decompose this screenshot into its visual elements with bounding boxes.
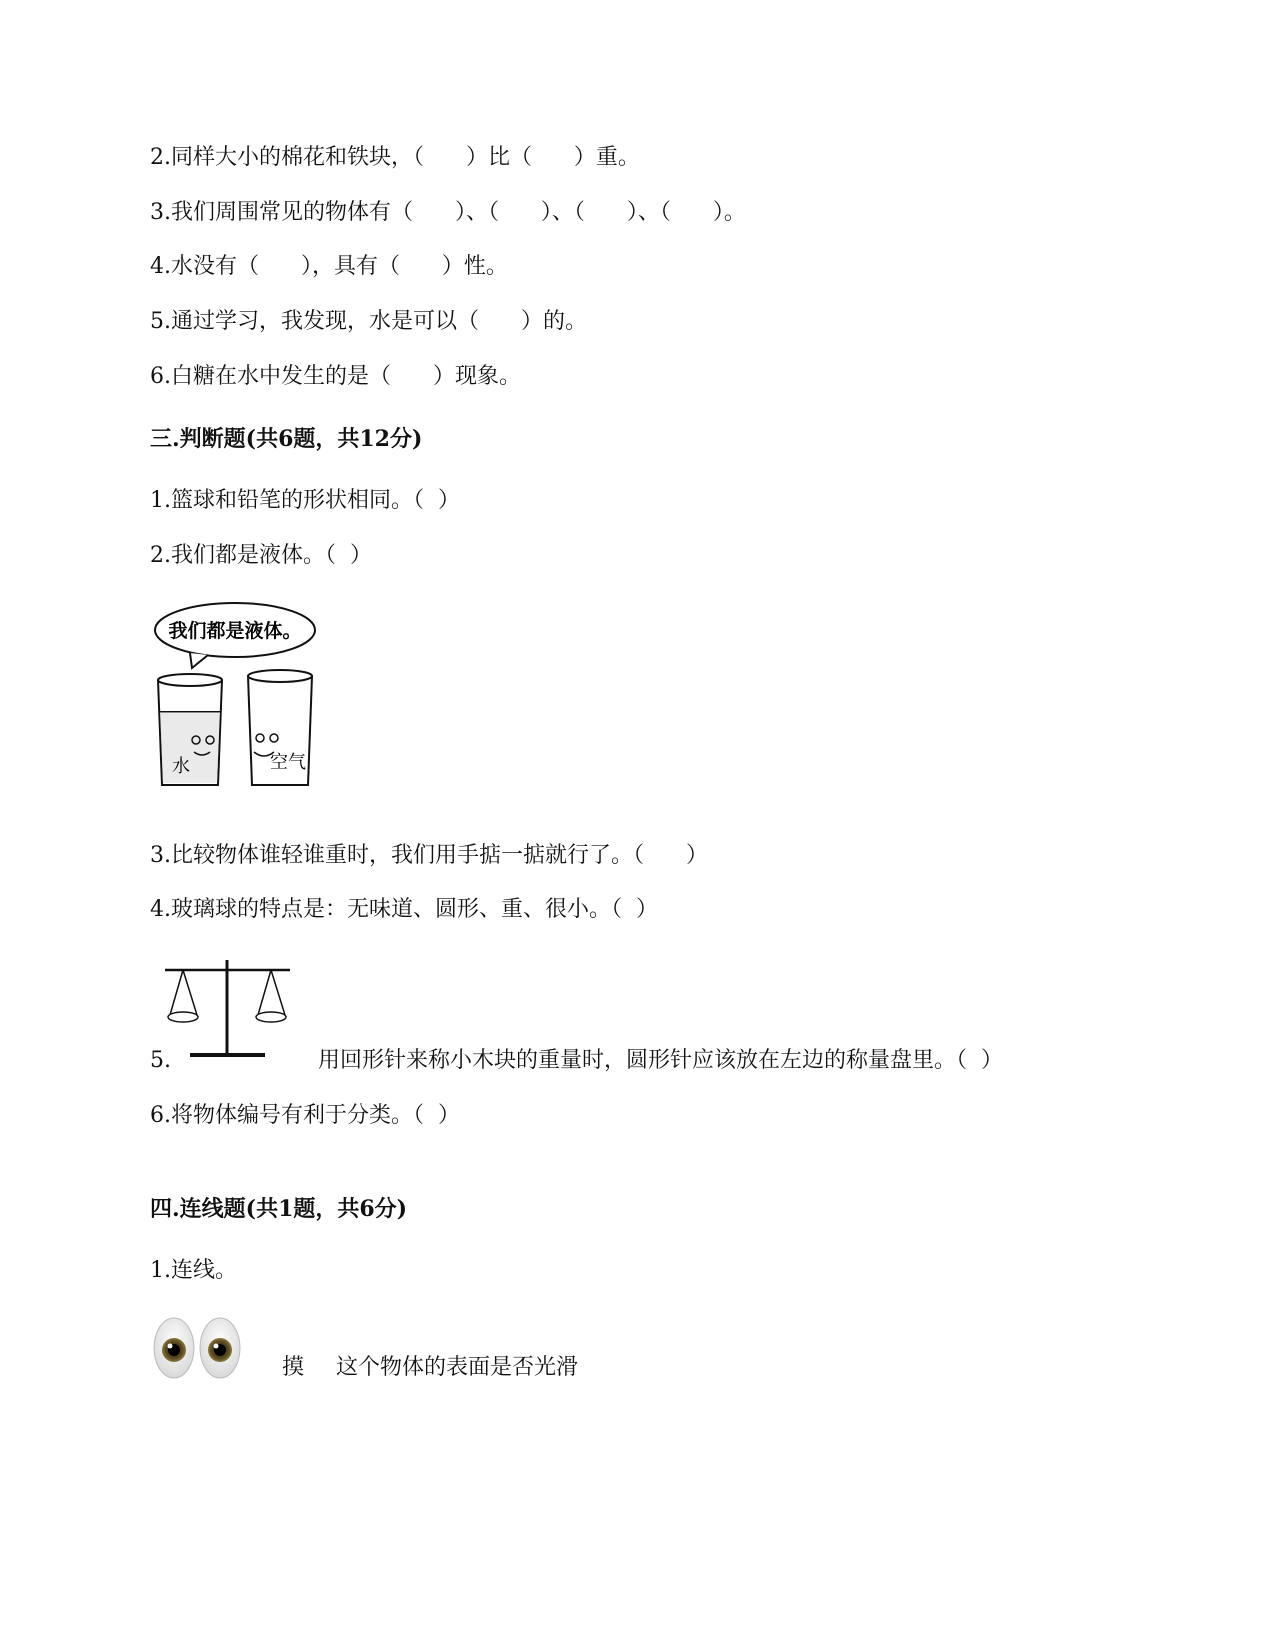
judge-question-5: 用回形针来称小木块的重量时，圆形针应该放在左边的称量盘里。（ ） — [318, 1048, 1003, 1073]
fill-question-4: 4.水没有（ ），具有（ ）性。 — [150, 254, 508, 279]
connect-question-1: 1.连线。 — [150, 1258, 237, 1283]
connect-action-touch: 摸 — [282, 1355, 305, 1380]
judge-question-5-number: 5. — [150, 1048, 171, 1073]
judge-question-6: 6.将物体编号有利于分类。（ ） — [150, 1103, 460, 1128]
judge-question-2: 2.我们都是液体。（ ） — [150, 543, 372, 568]
cups-illustration — [150, 600, 330, 795]
judge-question-1: 1.篮球和铅笔的形状相同。（ ） — [150, 488, 460, 513]
cup-label-water: 水 — [172, 756, 190, 777]
judge-question-3: 3.比较物体谁轻谁重时，我们用手掂一掂就行了。（ ） — [150, 843, 708, 868]
balance-scale-illustration — [165, 955, 295, 1060]
fill-question-3: 3.我们周围常见的物体有（ ）、（ ）、（ ）、（ ）。 — [150, 200, 746, 225]
cup-label-air: 空气 — [270, 752, 306, 773]
section-heading-judge: 三.判断题(共6题，共12分) — [150, 426, 423, 452]
fill-question-6: 6.白糖在水中发生的是（ ）现象。 — [150, 364, 521, 389]
connect-description-1: 这个物体的表面是否光滑 — [336, 1355, 579, 1380]
judge-question-4: 4.玻璃球的特点是：无味道、圆形、重、很小。（ ） — [150, 897, 658, 922]
eyes-icon — [152, 1315, 247, 1383]
section-heading-connect: 四.连线题(共1题，共6分) — [150, 1196, 408, 1222]
fill-question-2: 2.同样大小的棉花和铁块，（ ）比（ ）重。 — [150, 145, 640, 170]
speech-bubble-text: 我们都是液体。 — [168, 620, 302, 642]
fill-question-5: 5.通过学习，我发现，水是可以（ ）的。 — [150, 309, 587, 334]
